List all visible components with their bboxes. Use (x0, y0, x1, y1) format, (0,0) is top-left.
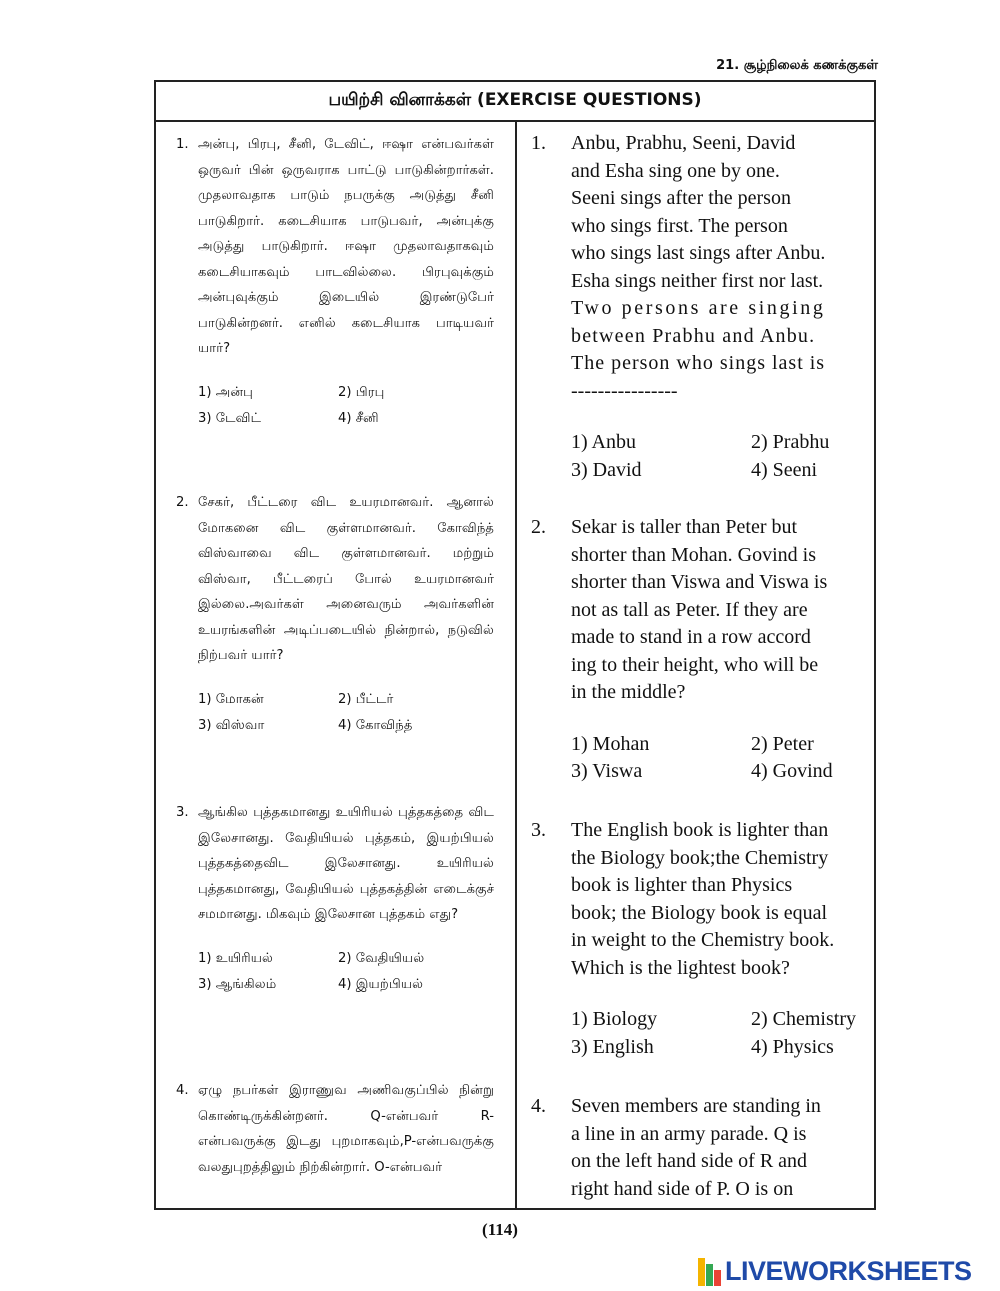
text-line: a line in an army parade. Q is (571, 1122, 807, 1145)
text-line: Seeni sings after the person (571, 187, 791, 209)
option: 2) Chemistry (751, 1008, 856, 1030)
text-line: Sekar is taller than Peter but (571, 516, 798, 538)
text-line: shorter than Mohan. Govind is (571, 543, 816, 566)
logo-text: LIVEWORKSHEETS (725, 1256, 972, 1286)
english-column (517, 120, 874, 1208)
option: 1) Mohan (571, 732, 650, 755)
question-text (571, 514, 871, 707)
english-question-2 (531, 514, 871, 786)
option: 2) Peter (751, 732, 814, 755)
question-text (571, 1093, 871, 1203)
options (198, 946, 494, 998)
question-text: ஆங்கில புத்தகமானது உயிரியல் புத்தகத்தை விட இலேசானது. வேதியியல் புத்தகம், இயற்பியல் புத்தகத்தைவிட இலேசானது. உயிரியல் புத்தகமானது, வேதியியல் புத்தகத்தின் எடைக்குச் சமமானது. மிகவும் இலேசான புத்தகம் எது? (198, 805, 494, 922)
option: 3) விஸ்வா (198, 717, 265, 733)
text-line: book; the Biology book is equal (571, 901, 828, 924)
text-line: shorter than Viswa and Viswa is (571, 571, 828, 593)
question-number: 4. (176, 1083, 189, 1098)
text-line: made to stand in a row accord (571, 626, 811, 648)
exercise-frame (154, 80, 876, 1210)
option: 2) Prabhu (751, 431, 830, 453)
text-line: in weight to the Chemistry book. (571, 929, 835, 951)
liveworksheets-logo[interactable] (698, 1256, 972, 1287)
text-line: on the left hand side of R and (571, 1150, 808, 1172)
text-line: The person who sings last is (571, 352, 826, 374)
option: 1) Biology (571, 1008, 658, 1030)
option: 4) இயற்பியல் (338, 976, 424, 992)
question-number: 1. (531, 132, 546, 154)
english-question-1 (531, 130, 871, 484)
option: 2) பீட்டர் (338, 691, 394, 707)
english-question-3 (531, 817, 871, 1061)
text-line: Seven members are standing in (571, 1095, 821, 1117)
option: 1) அன்பு (198, 384, 253, 400)
option: 2) வேதியியல் (338, 950, 425, 966)
options (198, 380, 494, 432)
text-line: ing to their height, who will be (571, 653, 819, 676)
question-text: ஏழு நபர்கள் இராணுவ அணிவகுப்பில் நின்று கொண்டிருக்கின்றனர். Q-என்பவர் R-என்பவருக்கு இடது புறமாகவும்,P-என்பவருக்கு வலதுபுறத்திலும் நிற்கின்றார். O-என்பவர் (198, 1083, 494, 1175)
text-line: in the middle? (571, 681, 686, 703)
text-line: The English book is lighter than (571, 819, 829, 841)
text-line: not as tall as Peter. If they are (571, 598, 808, 621)
tamil-question-4 (176, 1078, 494, 1180)
question-number: 2. (531, 516, 546, 538)
options (571, 1006, 871, 1061)
option: 4) சீனி (338, 410, 379, 426)
option: 4) Physics (751, 1035, 834, 1058)
option: 1) Anbu (571, 431, 636, 453)
text-line: and Esha sing one by one. (571, 159, 780, 182)
option: 1) உயிரியல் (198, 950, 273, 966)
tamil-question-1 (176, 132, 494, 432)
text-line: Which is the lightest book? (571, 956, 790, 979)
options (571, 731, 871, 786)
text-line: right hand side of P. O is on (571, 1177, 794, 1200)
option: 3) ஆங்கிலம் (198, 976, 277, 992)
option: 3) English (571, 1035, 654, 1058)
text-line: who sings first. The person (571, 214, 788, 237)
exercise-header: பயிற்சி வினாக்கள் (EXERCISE QUESTIONS) (156, 82, 874, 122)
option: 3) Viswa (571, 760, 643, 782)
tamil-question-3 (176, 800, 494, 998)
text-line: the Biology book;the Chemistry (571, 846, 829, 869)
text-line: Two persons are singing (571, 297, 826, 319)
text-line: ---------------- (571, 379, 678, 402)
text-line: between Prabhu and Anbu. (571, 324, 816, 347)
question-text: அன்பு, பிரபு, சீனி, டேவிட், ஈஷா என்பவர்கள் ஒருவர் பின் ஒருவராக பாட்டு பாடுகின்றார்கள். முதலாவதாக பாடும் நபருக்கு அடுத்து சீனி பாடுகிறார். கடைசியாக பாடுபவர், அன்புக்கு அடுத்து பாடுகிறார். ஈஷா முதலாவதாகவும் கடைசியாகவும் பாடவில்லை. பிரபுவுக்கும் அன்புவுக்கும் இடையில் இரண்டுபேர் பாடுகின்றனர். எனில் கடைசியாக பாடியவர் யார்? (198, 137, 494, 356)
columns (156, 120, 874, 1208)
question-text (571, 817, 871, 982)
chapter-title: 21. சூழ்நிலைக் கணக்குகள் (716, 58, 878, 73)
question-number: 3. (531, 819, 546, 841)
page-number: (114) (482, 1220, 518, 1239)
option: 3) David (571, 458, 642, 481)
question-number: 3. (176, 805, 189, 820)
tamil-column (156, 120, 515, 1208)
question-number: 1. (176, 137, 189, 152)
option: 2) பிரபு (338, 384, 385, 400)
options (198, 687, 494, 739)
options (571, 429, 871, 484)
option: 4) கோவிந்த் (338, 717, 413, 733)
liveworksheets-logo-icon (698, 1258, 722, 1286)
question-text: சேகர், பீட்டரை விட உயரமானவர். ஆனால் மோகனை விட குள்ளமானவர். கோவிந்த் விஸ்வாவை விட குள்ளமானவர். மற்றும் விஸ்வா, பீட்டரைப் போல் உயரமானவர் இல்லை.அவர்கள் அனைவரும் அவர்களின் உயரங்களின் அடிப்படையில் நின்றால், நடுவில் நிற்பவர் யார்? (198, 495, 494, 663)
english-question-4 (531, 1093, 871, 1203)
tamil-question-2 (176, 490, 494, 739)
option: 4) Govind (751, 760, 833, 782)
text-line: book is lighter than Physics (571, 874, 793, 896)
question-number: 2. (176, 495, 189, 510)
question-text (571, 130, 871, 405)
question-number: 4. (531, 1095, 546, 1117)
option: 4) Seeni (751, 458, 818, 481)
text-line: who sings last sings after Anbu. (571, 242, 826, 264)
text-line: Esha sings neither first nor last. (571, 269, 824, 292)
text-line: Anbu, Prabhu, Seeni, David (571, 132, 796, 154)
option: 1) மோகன் (198, 691, 264, 707)
option: 3) டேவிட் (198, 410, 262, 426)
